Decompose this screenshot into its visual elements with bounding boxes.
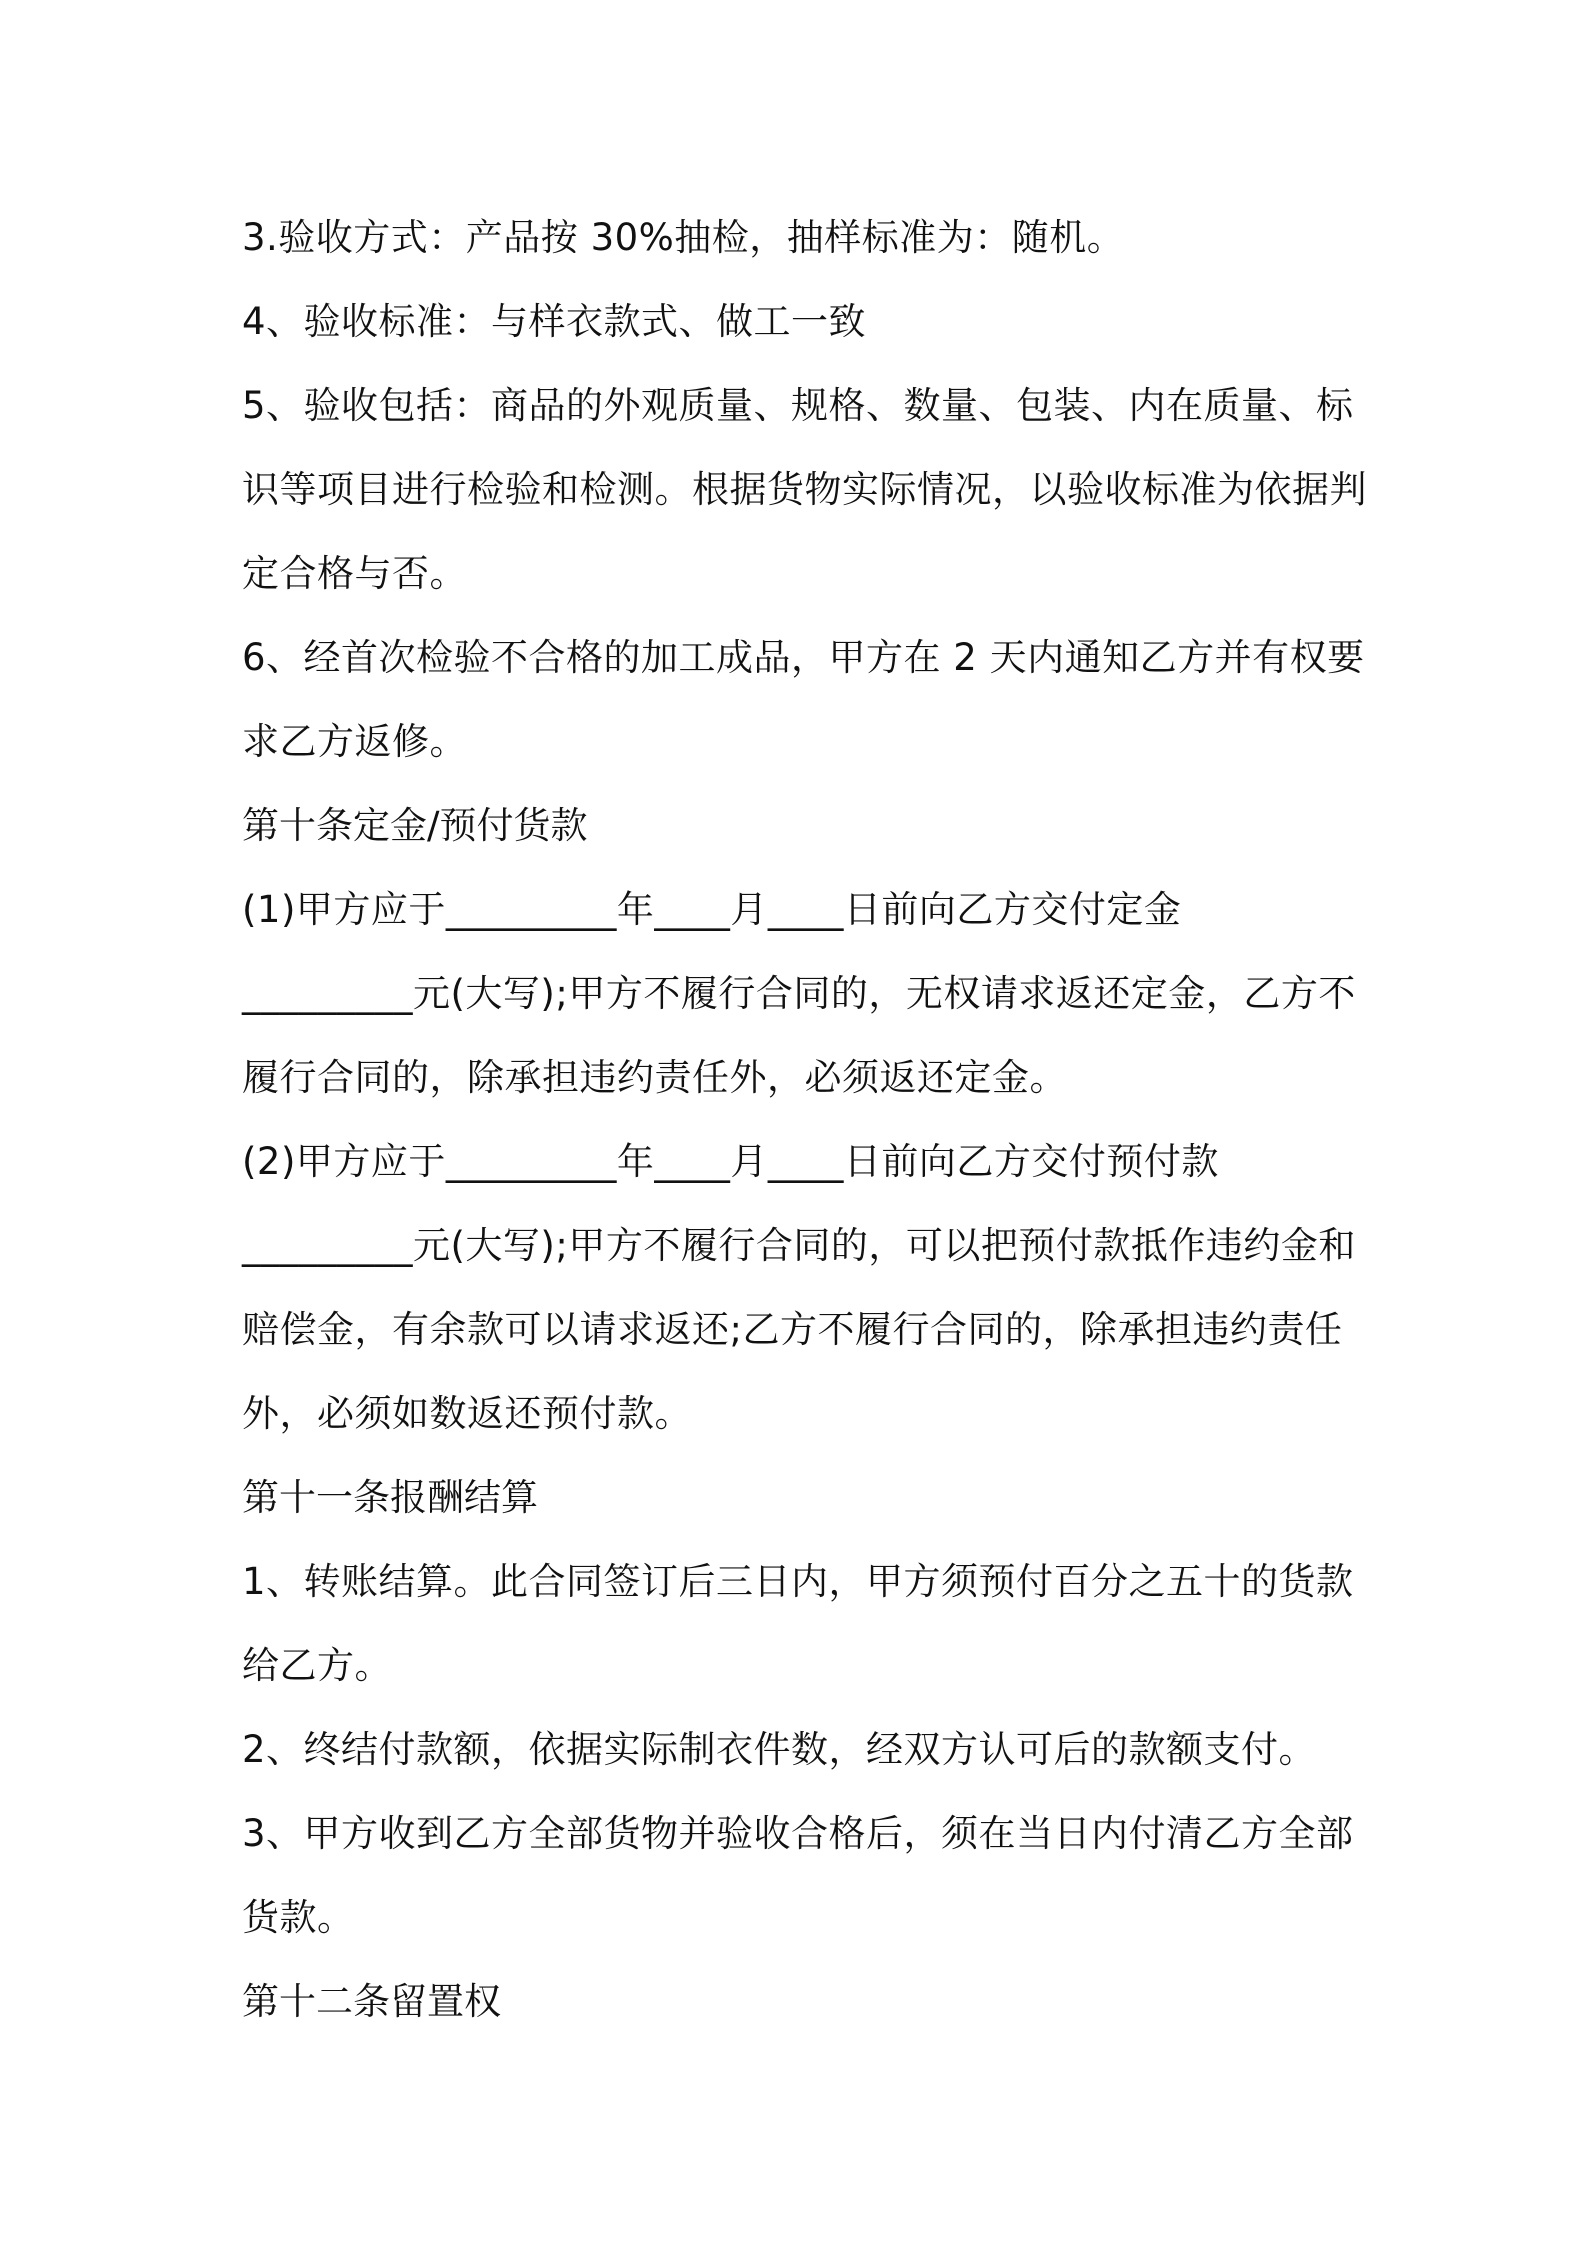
document-body xyxy=(242,196,1367,2044)
clause-9-item-4-inspection-standard: 4、验收标准：与样衣款式、做工一致 xyxy=(242,300,867,343)
clause-9-item-5-inspection-scope-line-2: 识等项目进行检验和检测。根据货物实际情况，以验收标准为依据判 xyxy=(242,468,1367,511)
clause-9-item-6-rework-line-2: 求乙方返修。 xyxy=(242,720,467,763)
clause-11-item-1-transfer-line-1: 1、转账结算。此合同签订后三日内，甲方须预付百分之五十的货款 xyxy=(242,1560,1354,1603)
clause-11-item-3-settlement-line-2: 货款。 xyxy=(242,1896,355,1939)
clause-10-item-1-deposit-line-1: (1)甲方应于_________年____月____日前向乙方交付定金 xyxy=(242,888,1182,931)
clause-11-item-3-settlement-line-1: 3、甲方收到乙方全部货物并验收合格后，须在当日内付清乙方全部 xyxy=(242,1812,1354,1855)
clause-12-heading: 第十二条留置权 xyxy=(242,1980,501,2023)
clause-10-heading: 第十条定金/预付货款 xyxy=(242,804,588,847)
clause-10-item-2-prepayment-line-3: 赔偿金，有余款可以请求返还;乙方不履行合同的，除承担违约责任 xyxy=(242,1308,1343,1351)
clause-10-item-2-prepayment-line-1: (2)甲方应于_________年____月____日前向乙方交付预付款 xyxy=(242,1140,1219,1183)
clause-11-item-2-final-payment: 2、终结付款额，依据实际制衣件数，经双方认可后的款额支付。 xyxy=(242,1728,1317,1771)
clause-10-item-1-deposit-line-2: _________元(大写);甲方不履行合同的，无权请求返还定金，乙方不 xyxy=(242,972,1356,1015)
clause-10-item-2-prepayment-line-4: 外，必须如数返还预付款。 xyxy=(242,1392,692,1435)
clause-9-item-3-inspection-method: 3.验收方式：产品按 30%抽检，抽样标准为：随机。 xyxy=(242,216,1125,259)
clause-10-item-1-deposit-line-3: 履行合同的，除承担违约责任外，必须返还定金。 xyxy=(242,1056,1067,1099)
clause-9-item-6-rework-line-1: 6、经首次检验不合格的加工成品，甲方在 2 天内通知乙方并有权要 xyxy=(242,636,1365,679)
clause-11-heading: 第十一条报酬结算 xyxy=(242,1476,538,1519)
clause-10-item-2-prepayment-line-2: _________元(大写);甲方不履行合同的，可以把预付款抵作违约金和 xyxy=(242,1224,1356,1267)
clause-9-item-5-inspection-scope-line-1: 5、验收包括：商品的外观质量、规格、数量、包装、内在质量、标 xyxy=(242,384,1354,427)
clause-11-item-1-transfer-line-2: 给乙方。 xyxy=(242,1644,392,1687)
clause-9-item-5-inspection-scope-line-3: 定合格与否。 xyxy=(242,552,467,595)
